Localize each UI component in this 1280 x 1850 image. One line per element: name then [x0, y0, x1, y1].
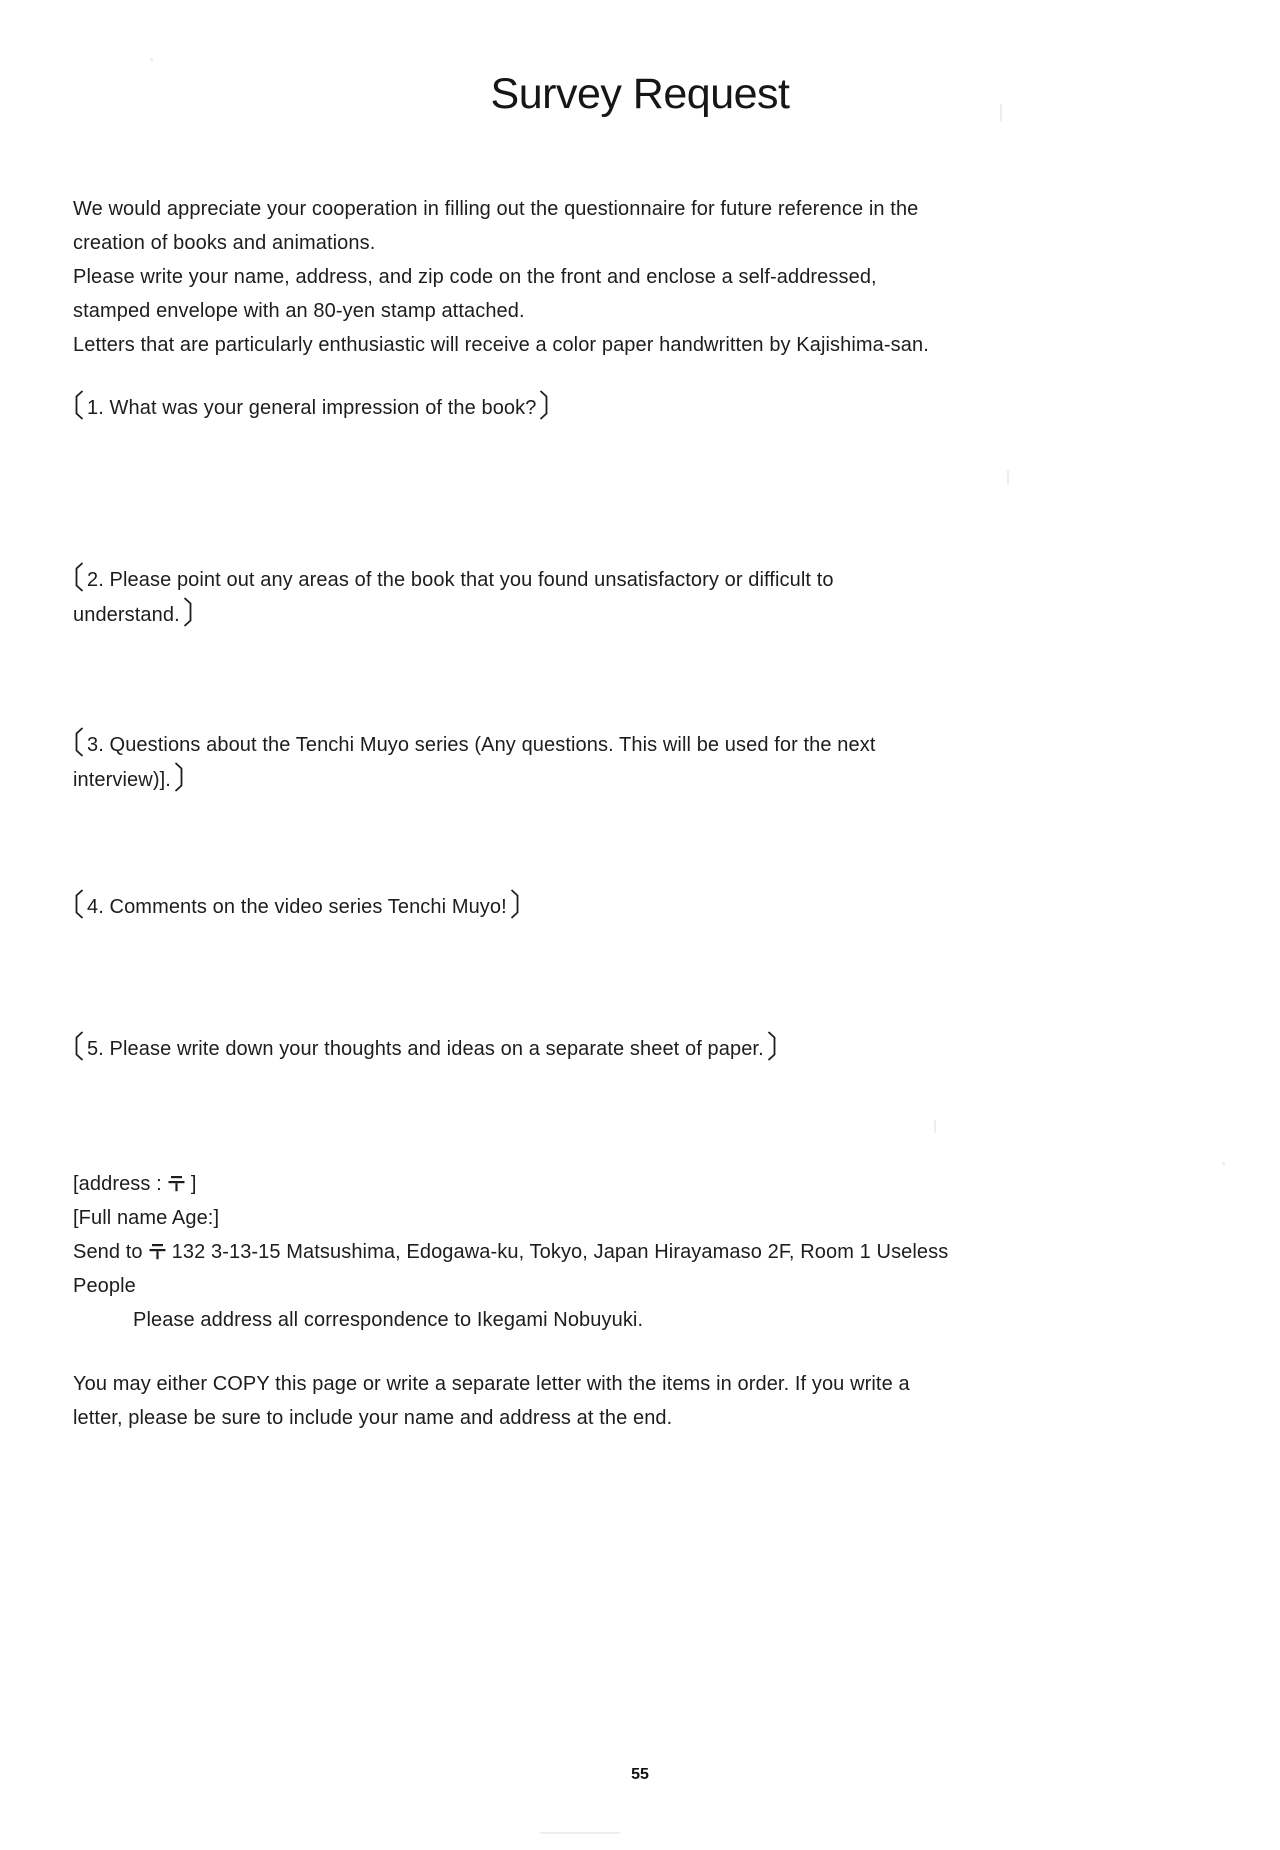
fullname-line: [Full name Age:] [73, 1207, 220, 1229]
send-to-wrap-line: People [73, 1275, 136, 1297]
scan-artifact [540, 1832, 620, 1834]
question-text: 2. Please point out any areas of the book that you found unsatisfactory or difficult to [87, 569, 834, 591]
closing-paragraph [73, 1367, 910, 1435]
tortoise-bracket-close-icon [174, 762, 185, 792]
tortoise-bracket-open-icon [73, 390, 84, 420]
question-text: 3. Questions about the Tenchi Muyo series (Any questions. This will be used for the next [87, 734, 876, 756]
scan-artifact [1007, 470, 1009, 485]
document-title: Survey Request [490, 70, 790, 118]
tortoise-bracket-open-icon [73, 889, 84, 919]
send-to-line: Send to 132 3-13-15 Matsushima, Edogawa-ku, Tokyo, Japan Hirayamaso 2F, Room 1 Useless [73, 1241, 949, 1263]
scan-artifact [934, 1120, 936, 1133]
question-text: 1. What was your general impression of the book? [87, 397, 537, 419]
question-4 [73, 889, 521, 924]
question-text: 4. Comments on the video series Tenchi Muyo! [87, 896, 507, 918]
address-line: [address : ] [73, 1173, 197, 1195]
closing-line: You may either COPY this page or write a separate letter with the items in order. If you write a [73, 1373, 910, 1395]
question-text: understand. [73, 604, 180, 626]
tortoise-bracket-close-icon [539, 390, 550, 420]
postal-mark-icon [167, 1175, 186, 1192]
postal-mark-icon [148, 1243, 167, 1260]
intro-line: creation of books and animations. [73, 232, 376, 254]
tortoise-bracket-open-icon [73, 562, 84, 592]
intro-line: We would appreciate your cooperation in filling out the questionnaire for future reference in the [73, 198, 919, 220]
scan-artifact [1000, 104, 1002, 122]
intro-line: Letters that are particularly enthusiastic will receive a color paper handwritten by Kajishima-san. [73, 334, 929, 356]
tortoise-bracket-close-icon [510, 889, 521, 919]
question-text: 5. Please write down your thoughts and ideas on a separate sheet of paper. [87, 1038, 764, 1060]
closing-line: letter, please be sure to include your name and address at the end. [73, 1407, 673, 1429]
address-section [73, 1167, 948, 1337]
question-3 [73, 727, 876, 797]
page-number: 55 [631, 1766, 649, 1783]
question-1 [73, 390, 550, 425]
intro-paragraph [73, 192, 929, 362]
intro-line: stamped envelope with an 80-yen stamp attached. [73, 300, 525, 322]
scan-artifact [1222, 1162, 1225, 1165]
tortoise-bracket-open-icon [73, 1031, 84, 1061]
intro-line: Please write your name, address, and zip code on the front and enclose a self-addressed, [73, 266, 877, 288]
question-2 [73, 562, 834, 632]
correspondence-line: Please address all correspondence to Ikegami Nobuyuki. [133, 1309, 644, 1331]
question-text: interview)]. [73, 769, 171, 791]
tortoise-bracket-open-icon [73, 727, 84, 757]
tortoise-bracket-close-icon [183, 597, 194, 627]
question-5 [73, 1031, 778, 1066]
scan-artifact [150, 58, 153, 61]
tortoise-bracket-close-icon [767, 1031, 778, 1061]
